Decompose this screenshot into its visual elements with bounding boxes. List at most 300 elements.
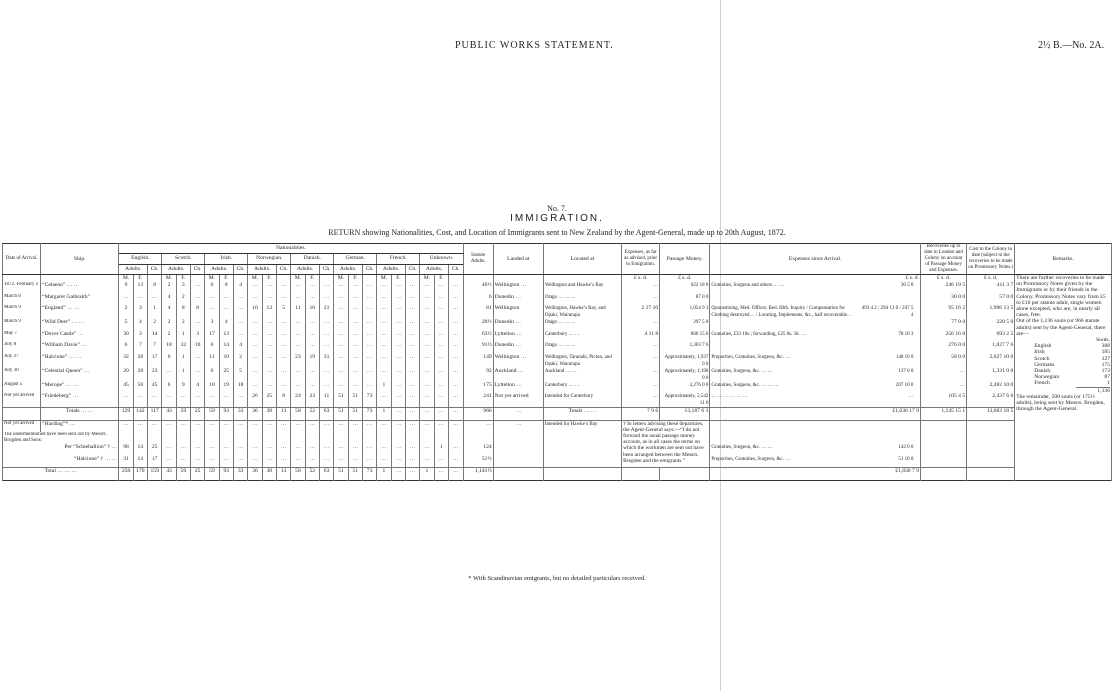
expenses-since-desc: Gratuities, £33 10s.; forwarding, £25 0s. 3d. … — [711, 331, 807, 337]
nationality-count: … — [233, 420, 247, 432]
nationality-count: 2 — [119, 305, 133, 319]
statute-adults: 91½ — [463, 342, 493, 354]
nationality-count: 9 — [176, 382, 190, 394]
blank-cell — [276, 432, 290, 444]
blank-cell — [420, 432, 434, 444]
nationality-count: 6 — [205, 282, 219, 294]
nationality-count: … — [176, 456, 190, 468]
expenses-since-desc: Gratuities, Surgeon, &c. … … — [711, 368, 773, 374]
nationality-count: … — [448, 294, 463, 306]
recoveries: 105 4 5 — [920, 393, 966, 408]
page-header-ref: 2½ B.—No. 2A. — [1038, 40, 1105, 51]
expenses-since-cell — [710, 368, 921, 382]
nationality-count: 9 — [119, 282, 133, 294]
subhead-adults: Adults. — [420, 264, 449, 274]
table-body — [3, 275, 1112, 481]
nat-english: English. — [119, 254, 162, 264]
nationality-count: 1 — [377, 468, 391, 481]
blank-cell — [920, 432, 966, 444]
nationality-count: 73 — [362, 393, 376, 408]
nationality-count: … — [176, 444, 190, 456]
nationality-count: … — [420, 444, 434, 456]
nationality-count: … — [420, 393, 434, 408]
currency-head: £ s. d. — [967, 275, 1015, 283]
nationality-count: … — [248, 420, 262, 432]
nationality-count: … — [362, 368, 376, 382]
cost-to-colony: 2,437 6 6 — [967, 393, 1015, 408]
nationality-count: … — [291, 282, 305, 294]
nationality-count: 7 — [148, 342, 162, 354]
landed-at: Dunedin … — [493, 294, 543, 306]
subhead-children: Ch. — [448, 264, 463, 274]
col-date: Date of Arrival. — [3, 244, 41, 275]
nationality-count: … — [162, 456, 176, 468]
nationality-count: … — [348, 382, 362, 394]
statute-adults: 6 — [463, 294, 493, 306]
blank-cell — [543, 456, 621, 468]
nationality-count: 10 — [190, 342, 204, 354]
nationality-count: … — [162, 368, 176, 382]
nat-unknown: Unknown. — [420, 254, 463, 264]
nationality-count: 98 — [119, 444, 133, 456]
nationality-count: … — [276, 444, 290, 456]
label-female: F. — [305, 275, 319, 283]
nationality-count: … — [405, 456, 419, 468]
col-remarks: Remarks. — [1015, 244, 1112, 275]
nationality-count: 11 — [205, 354, 219, 368]
nationality-count: 93 — [219, 468, 233, 481]
nationality-count: … — [162, 444, 176, 456]
nationality-count: … — [219, 393, 233, 408]
subhead-adults: Adults. — [248, 264, 277, 274]
nationality-count: … — [434, 368, 448, 382]
nationality-count: … — [391, 468, 405, 481]
nationality-count: 33 — [233, 468, 247, 481]
nationality-count: … — [319, 342, 333, 354]
nationality-count: … — [262, 294, 276, 306]
nationality-count: … — [362, 305, 376, 319]
nationality-count: 5 — [233, 368, 247, 382]
nationality-count: … — [377, 444, 391, 456]
expenses-since-amount: … — [908, 394, 914, 399]
statute-adults: 46½ — [463, 282, 493, 294]
nationality-count: … — [305, 342, 319, 354]
nationality-count: … — [448, 368, 463, 382]
nationality-count: … — [334, 444, 348, 456]
breakdown-nationality: French — [1034, 380, 1050, 387]
nationality-count: 93 — [219, 408, 233, 421]
label-female: F. — [348, 275, 362, 283]
nationality-count: … — [305, 368, 319, 382]
totals-passage: 13,187 6 3 — [660, 408, 710, 421]
nationality-count: … — [248, 354, 262, 368]
nationality-count: 51 — [348, 393, 362, 408]
nationality-count: … — [233, 456, 247, 468]
ship-name: “Celestial Queen” … — [41, 368, 119, 382]
nationality-count: … — [377, 331, 391, 343]
blank-cell — [920, 456, 966, 468]
col-exp-since: Expenses since Arrival. — [710, 244, 921, 275]
nationality-count: … — [233, 319, 247, 331]
nationality-count: 59 — [205, 468, 219, 481]
nationality-count: 1 — [377, 408, 391, 421]
recoveries: 95 16 2 — [920, 305, 966, 319]
nationality-count: … — [276, 294, 290, 306]
nationality-count: … — [133, 420, 147, 432]
nationality-count: 3 — [133, 305, 147, 319]
nationality-count: … — [434, 420, 448, 432]
nationality-count: … — [448, 420, 463, 432]
blank-cell — [710, 432, 921, 444]
nationality-count: … — [391, 294, 405, 306]
nationality-count: … — [334, 294, 348, 306]
nationality-count: … — [348, 282, 362, 294]
table-title: IMMIGRATION. — [510, 213, 604, 224]
passage-money: 87 0 0 — [660, 294, 710, 306]
nationality-count: 23 — [148, 368, 162, 382]
nationality-count: 11 — [291, 305, 305, 319]
blank-cell — [493, 456, 543, 468]
cost-to-colony: 1,331 0 0 — [967, 368, 1015, 382]
nationality-count: 4 — [219, 319, 233, 331]
blank-cell — [405, 432, 419, 444]
nationality-count: … — [319, 282, 333, 294]
brogden-ship: “Halcione” † … … — [3, 456, 119, 468]
nationality-count: 28 — [133, 368, 147, 382]
nationality-count: … — [420, 331, 434, 343]
nationality-count: … — [334, 331, 348, 343]
nationality-count: … — [291, 368, 305, 382]
nationality-count: 18 — [162, 342, 176, 354]
remarks-remainder: The remainder, 200 souls (or 175½ adults), being sent by Messrs. Brogden, through the Agent-General. — [1016, 393, 1105, 413]
nationality-count: … — [348, 305, 362, 319]
expenses-since-cell — [710, 282, 921, 294]
nationality-count: … — [190, 282, 204, 294]
nationality-count: … — [291, 382, 305, 394]
nationality-count: … — [219, 456, 233, 468]
nationality-count: … — [305, 382, 319, 394]
blank-cell — [262, 432, 276, 444]
nationality-count: 3 — [133, 331, 147, 343]
nationality-count: … — [190, 368, 204, 382]
totals-cost: 13,683 18 5 — [967, 408, 1015, 421]
nationality-count: … — [205, 456, 219, 468]
expenses-since-amount: 493 4 2 / 294 13 0 / 247 5 4 — [861, 306, 914, 318]
statute-adults: … — [463, 420, 493, 432]
nationality-count: … — [291, 319, 305, 331]
expenses-since-desc: Gratuities, Surgeon and others … … — [711, 283, 785, 288]
expenses-since-cell — [710, 444, 921, 456]
nationality-count: … — [319, 294, 333, 306]
located-at: Otago … … … — [543, 294, 621, 306]
nationality-count: … — [377, 354, 391, 368]
nationality-count: 33 — [233, 408, 247, 421]
nationality-count: … — [262, 282, 276, 294]
nationality-count: … — [248, 294, 262, 306]
nationality-count: … — [405, 305, 419, 319]
statute-adults: 124 — [463, 444, 493, 456]
label-female: F. — [391, 275, 405, 283]
recoveries: 256 16 0 — [920, 331, 966, 343]
nationality-count: … — [405, 368, 419, 382]
blank-cell — [377, 432, 391, 444]
nationality-count: … — [362, 354, 376, 368]
nationality-count: … — [205, 393, 219, 408]
nationality-count: 58 — [291, 468, 305, 481]
blank-cell — [190, 275, 204, 283]
col-statute: Statute Adults. — [463, 244, 493, 275]
nationality-count: … — [434, 408, 448, 421]
nationality-count: … — [448, 408, 463, 421]
nationality-count: … — [334, 420, 348, 432]
nationality-count: 2 — [162, 331, 176, 343]
nationality-count: 13 — [262, 305, 276, 319]
nationality-count: 2 — [233, 354, 247, 368]
breakdown-count: 388 — [1101, 343, 1110, 350]
nationality-count: … — [391, 354, 405, 368]
nationality-count: … — [362, 444, 376, 456]
blank-cell — [967, 468, 1015, 481]
nationality-count: 73 — [362, 408, 376, 421]
totals-row — [3, 408, 1112, 421]
nationality-count: 38 — [262, 408, 276, 421]
nationality-count: … — [276, 331, 290, 343]
table-row — [3, 282, 1112, 294]
blank-cell — [967, 456, 1015, 468]
breakdown-count: 175 — [1101, 361, 1110, 368]
nationality-count: … — [276, 368, 290, 382]
nationality-count: … — [391, 331, 405, 343]
arrival-date: March 9 — [3, 319, 41, 331]
nationality-count: 63 — [319, 468, 333, 481]
nationality-count: … — [276, 354, 290, 368]
subhead-children: Ch. — [190, 264, 204, 274]
nationality-count: … — [391, 342, 405, 354]
statute-adults: 149 — [463, 354, 493, 368]
landed-at: Wellington … — [493, 282, 543, 294]
nationality-count: … — [205, 294, 219, 306]
ship-name: “William Davie” … — [41, 342, 119, 354]
blank-cell — [493, 275, 543, 283]
nationality-count: … — [176, 420, 190, 432]
blank-cell — [543, 432, 621, 444]
totals-located: Totals … … — [543, 408, 621, 421]
nationality-count: 3 — [205, 319, 219, 331]
nationality-count: 13 — [133, 282, 147, 294]
table-row — [3, 420, 1112, 432]
col-passage: Passage Money. — [660, 244, 710, 275]
nationality-count: … — [262, 420, 276, 432]
col-nationalities: Nationalities. — [119, 244, 463, 254]
nationality-count: … — [190, 354, 204, 368]
passage-money: 622 18 0 — [660, 282, 710, 294]
nationality-count: 25 — [219, 368, 233, 382]
nationality-count: … — [448, 354, 463, 368]
blank-cell — [710, 420, 921, 432]
nationality-count: 14 — [219, 342, 233, 354]
subhead-adults: Adults. — [162, 264, 191, 274]
nationality-count: 14 — [133, 456, 147, 468]
nationality-count: … — [448, 342, 463, 354]
ship-name: “Friedeberg” … — [41, 393, 119, 408]
nationality-count: 258 — [119, 468, 133, 481]
blank-cell — [493, 468, 543, 481]
blank-cell — [920, 468, 966, 481]
nationality-count: 19 — [219, 382, 233, 394]
nationality-count: … — [291, 294, 305, 306]
expenses-since-amount: 142 0 0 — [898, 445, 914, 450]
nationality-count: 8 — [176, 305, 190, 319]
blank-cell — [176, 432, 190, 444]
expenses-advised: 2 17 10 — [622, 305, 660, 319]
remarks-souls-head: Souls. — [1096, 337, 1110, 344]
nationality-count: 31 — [119, 456, 133, 468]
expenses-since-cell — [710, 319, 921, 331]
breakdown-nationality: English — [1034, 343, 1052, 350]
nationality-count: … — [377, 420, 391, 432]
nationality-count: … — [305, 282, 319, 294]
nationality-count: 8 — [219, 282, 233, 294]
breakdown-nationality: Norwegian — [1034, 374, 1060, 381]
nationality-count: 4 — [162, 294, 176, 306]
nationality-count: … — [377, 456, 391, 468]
blank-cell — [148, 432, 162, 444]
nationality-count: … — [448, 319, 463, 331]
located-at: Intended for Canterbury — [543, 393, 621, 408]
nationality-count: 18 — [233, 382, 247, 394]
blank-cell — [967, 420, 1015, 432]
blank-cell — [434, 432, 448, 444]
cost-to-colony: 2,027 10 0 — [967, 354, 1015, 368]
statute-adults: 241 — [463, 393, 493, 408]
nationality-count: … — [405, 468, 419, 481]
arrival-date: Not yet arrived — [3, 420, 41, 432]
nationality-count: 170 — [133, 468, 147, 481]
nationality-count: 20 — [119, 368, 133, 382]
blank-cell — [463, 432, 493, 444]
nationality-count: 51 — [348, 468, 362, 481]
nationality-count: … — [348, 420, 362, 432]
nationality-count: 25 — [190, 468, 204, 481]
expenses-since-cell — [710, 456, 921, 468]
nationality-count: … — [162, 393, 176, 408]
nationality-count: … — [219, 444, 233, 456]
mf-row — [3, 275, 1112, 283]
currency-head: £ s. d. — [622, 275, 660, 283]
currency-head: £ s. d. — [920, 275, 966, 283]
nationality-count: … — [305, 294, 319, 306]
nationality-count: 56 — [133, 382, 147, 394]
subhead-children: Ch. — [233, 264, 247, 274]
blank-cell — [391, 432, 405, 444]
passage-money: 297 5 0 — [660, 319, 710, 331]
nationality-count: … — [190, 393, 204, 408]
nationality-count: … — [391, 456, 405, 468]
nationality-count: 8 — [148, 282, 162, 294]
nationality-count: … — [348, 294, 362, 306]
nationality-count: 51 — [334, 468, 348, 481]
col-ship: Ship. — [41, 244, 119, 275]
expenses-since-desc: … … … … … … — [711, 394, 748, 399]
nationality-count: … — [190, 420, 204, 432]
nationality-count: … — [162, 420, 176, 432]
nationality-count: … — [205, 444, 219, 456]
nationality-count: 1 — [176, 368, 190, 382]
nationality-count: … — [362, 382, 376, 394]
landed-at: … — [493, 420, 543, 432]
nationality-count: 4 — [233, 342, 247, 354]
recoveries: … — [920, 368, 966, 382]
nationality-count: … — [391, 305, 405, 319]
nationality-count: … — [248, 331, 262, 343]
nationality-count: 17 — [148, 354, 162, 368]
label-male: M. — [377, 275, 391, 283]
blank-cell — [319, 432, 333, 444]
nationality-count: … — [334, 382, 348, 394]
ship-name: “Halcione” … … — [41, 354, 119, 368]
nationality-count: … — [319, 444, 333, 456]
arrival-date: March 8 — [3, 294, 41, 306]
nationality-count: … — [205, 420, 219, 432]
nationality-count: 2 — [162, 319, 176, 331]
located-at: Wellington and Hawke’s Bay — [543, 282, 621, 294]
nat-irish: Irish. — [205, 254, 248, 264]
blank-cell — [291, 432, 305, 444]
breakdown-nationality: Danish — [1034, 368, 1051, 375]
table-number: No. 7. — [547, 204, 567, 213]
table-row — [3, 368, 1112, 382]
label-male: M. — [205, 275, 219, 283]
nationality-count: 6 — [162, 354, 176, 368]
blank-cell — [493, 444, 543, 456]
nationality-count: 10 — [305, 305, 319, 319]
expenses-advised: … — [622, 393, 660, 408]
nationality-count: … — [405, 319, 419, 331]
passage-money: 866 15 6 — [660, 331, 710, 343]
nationality-count: … — [420, 456, 434, 468]
nationality-count: … — [377, 282, 391, 294]
subhead-adults: Adults. — [291, 264, 320, 274]
nationality-count: … — [334, 282, 348, 294]
expenses-since-desc: Gratuities, Surgeon, &c. … … — [711, 445, 773, 450]
landed-at: Lyttelton … — [493, 382, 543, 394]
ship-name: “Wild Deer” … … — [41, 319, 119, 331]
recoveries: 77 0 0 — [920, 319, 966, 331]
remarks-out-of: Out of the 1,136 souls (or 966 statute adults) sent by the Agent-General, there are— — [1016, 318, 1106, 337]
blank-cell — [622, 468, 660, 481]
nationality-count: 2 — [148, 319, 162, 331]
nationality-count: … — [119, 393, 133, 408]
nationality-count: 1 — [148, 305, 162, 319]
nationality-count: … — [391, 319, 405, 331]
expenses-since-desc: Gratuities, Surgeon, &c. … … … — [711, 382, 779, 388]
nationality-count: 159 — [148, 468, 162, 481]
label-male: M. — [291, 275, 305, 283]
expenses-since-desc: Proportion, Gratuities, Surgeon, &c. … — [711, 354, 791, 360]
nationality-count: 23 — [305, 393, 319, 408]
blank-cell — [3, 275, 41, 283]
nationality-count: 24 — [291, 393, 305, 408]
nationality-count: … — [148, 393, 162, 408]
blank-cell — [41, 275, 119, 283]
nationality-count: … — [276, 420, 290, 432]
ship-name: “Harding”* … — [41, 420, 119, 432]
brogden-row — [3, 456, 1112, 468]
expenses-since-amount: 78 10 3 — [898, 331, 914, 337]
expenses-since-cell — [710, 305, 921, 319]
expenses-advised: … — [622, 282, 660, 294]
remarks-total: 1,136 — [1076, 387, 1110, 394]
